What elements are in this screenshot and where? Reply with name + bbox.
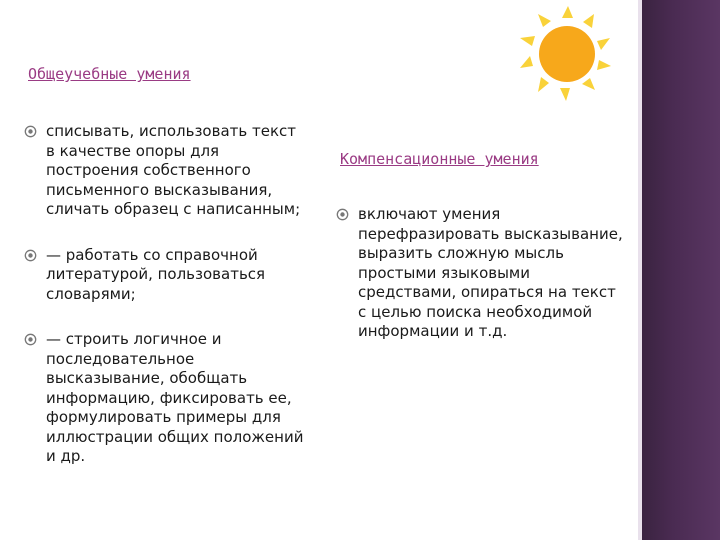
list-item-text: списывать, использовать текст в качестве опоры для построения собственного письменного высказывания, сличать образец с написанным; — [46, 122, 301, 218]
heading-compensatory-skills: Компенсационные умения — [340, 150, 539, 168]
bullet-list-general-skills — [24, 122, 304, 467]
list-item-text: — строить логичное и последовательное высказывание, обобщать информацию, фиксировать ее, формулировать примеры для иллюстрации общих положений и др. — [46, 330, 304, 465]
circled-dot-bullet-icon — [24, 249, 37, 262]
circled-dot-bullet-icon — [24, 125, 37, 138]
right-decorative-band — [642, 0, 720, 540]
list-item — [24, 330, 304, 467]
sun-icon — [510, 4, 620, 104]
list-item — [24, 122, 304, 220]
list-item — [24, 246, 304, 305]
heading-general-skills: Общеучебные умения — [28, 65, 191, 83]
circled-dot-bullet-icon — [24, 333, 37, 346]
list-item — [336, 205, 626, 342]
circled-dot-bullet-icon — [336, 208, 349, 221]
bullet-list-compensatory-skills — [336, 205, 626, 342]
list-item-text: — работать со справочной литературой, пользоваться словарями; — [46, 245, 266, 303]
list-item-text: включают умения перефразировать высказывание, выразить сложную мысль простыми языковыми средствами, опираться на текст с целью поиска необходимой информации и т.д. — [358, 205, 623, 340]
